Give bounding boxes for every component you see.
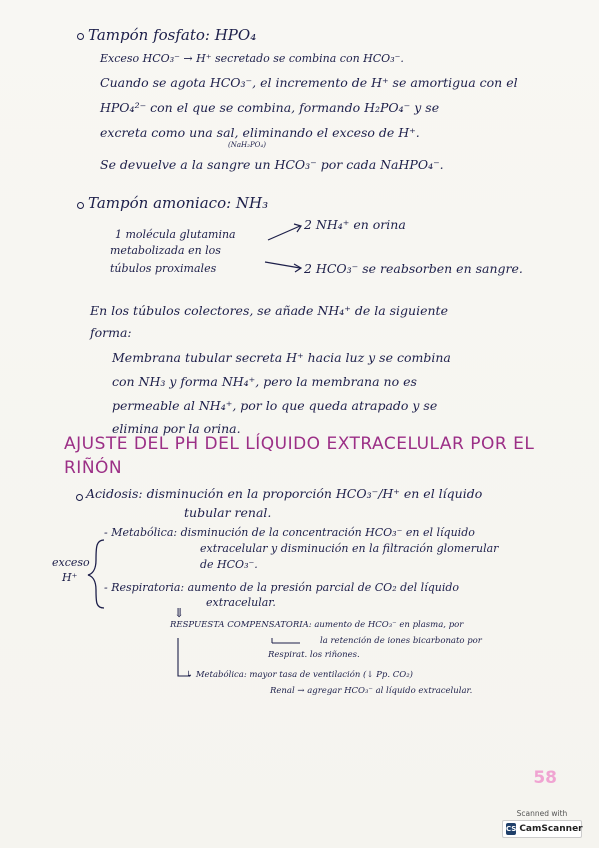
colectores-line-6: elimina por la orina. [112, 421, 241, 436]
section-title-line-2: RIÑÓN [64, 458, 123, 478]
amoniaco-left-3: túbulos proximales [110, 262, 217, 275]
camscanner-logo-icon: CS [506, 825, 517, 833]
amoniaco-arrow-1: 2 NH₄⁺ en orina [304, 217, 406, 232]
metabolica-line-1: - Metabólica: disminución de la concentración HCO₃⁻ en el líquido [104, 526, 475, 539]
camscanner-brand: CamScanner [519, 824, 583, 834]
respiratoria-line-1: - Respiratoria: aumento de la presión parcial de CO₂ del líquido [104, 581, 460, 594]
respiratoria-line-2: extracelular. [206, 596, 276, 609]
amoniaco-heading: Tampón amoniaco: NH₃ [88, 194, 269, 212]
acidosis-line-2: tubular renal. [184, 505, 272, 520]
fosfato-heading: Tampón fosfato: HPO₄ [88, 26, 257, 44]
metabolica-line-2: extracelular y disminución en la filtración glomerular [200, 542, 499, 555]
colectores-line-3: Membrana tubular secreta H⁺ hacia luz y se combina [112, 350, 451, 365]
colectores-line-1: En los túbulos colectores, se añade NH₄⁺ de la siguiente [90, 303, 448, 318]
h-plus-label: H⁺ [62, 571, 78, 584]
exceso-label: exceso [52, 556, 90, 569]
respuesta-line-3: Respirat. los riñones. [268, 650, 360, 660]
scanned-caption: Scanned with [516, 809, 568, 818]
respuesta-renal: Renal → agregar HCO₃⁻ al líquido extracelular. [270, 686, 473, 696]
acidosis-line-1: Acidosis: disminución en la proporción HCO₃⁻/H⁺ en el líquido [86, 486, 483, 501]
fosfato-sal-note: (NaH₂PO₄) [228, 141, 266, 149]
respuesta-line-2: la retención de iones bicarbonato por [320, 636, 482, 646]
metabolica-line-3: de HCO₃⁻. [200, 558, 258, 571]
respuesta-metabolica: ↳ Metabólica: mayor tasa de ventilación (↓ Pp. CO₂) [186, 670, 413, 680]
bullet-icon [77, 33, 84, 40]
amoniaco-arrow-2: 2 HCO₃⁻ se reabsorben en sangre. [304, 261, 523, 276]
fosfato-line-3: HPO₄²⁻ con el que se combina, formando H₂PO₄⁻ y se [100, 100, 440, 115]
colectores-line-5: permeable al NH₄⁺, por lo que queda atrapado y se [112, 398, 438, 413]
amoniaco-left-2: metabolizada en los [110, 244, 221, 257]
fosfato-line-2: Cuando se agota HCO₃⁻, el incremento de H⁺ se amortigua con el [100, 75, 518, 90]
colectores-line-4: con NH₃ y forma NH₄⁺, pero la membrana no es [112, 374, 417, 389]
bullet-icon [76, 494, 83, 501]
fosfato-line-1: Exceso HCO₃⁻ → H⁺ secretado se combina con HCO₃⁻. [100, 52, 404, 65]
bullet-icon [77, 202, 84, 209]
colectores-line-2: forma: [90, 325, 132, 340]
respuesta-line-1: RESPUESTA COMPENSATORIA: aumento de HCO₃⁻ en plasma, por [170, 620, 464, 630]
camscanner-badge [502, 820, 582, 838]
fosfato-line-5: Se devuelve a la sangre un HCO₃⁻ por cada NaHPO₄⁻. [100, 157, 444, 172]
page-number: 58 [533, 768, 557, 788]
amoniaco-left-1: 1 molécula glutamina [115, 228, 236, 241]
fosfato-line-4: excreta como una sal, eliminando el exceso de H⁺. [100, 125, 420, 140]
down-arrow-icon: ⇓ [174, 605, 185, 620]
section-title-line-1: AJUSTE DEL PH DEL LÍQUIDO EXTRACELULAR POR EL [64, 434, 535, 454]
